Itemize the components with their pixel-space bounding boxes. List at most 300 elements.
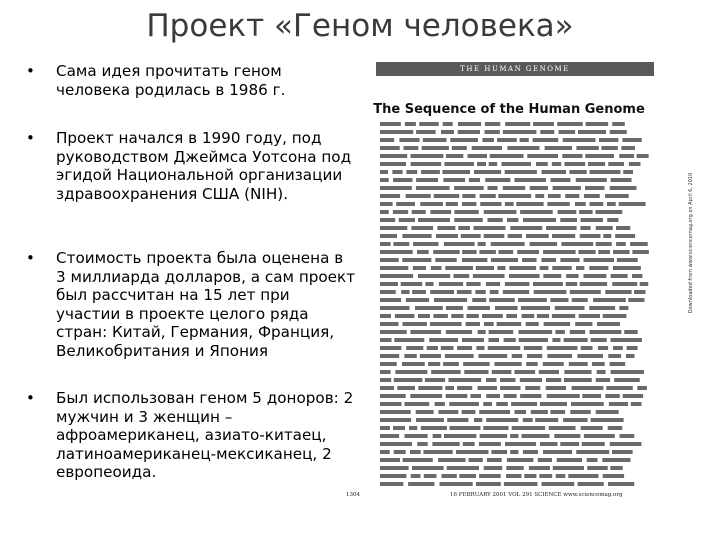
text-texture-mark: [466, 282, 480, 286]
text-texture-mark: [476, 482, 501, 486]
text-texture-mark: [542, 170, 567, 174]
text-texture-mark: [453, 274, 469, 278]
text-texture-mark: [478, 242, 486, 246]
text-texture-mark: [598, 250, 610, 254]
text-texture-mark: [380, 338, 392, 342]
text-texture-mark: [380, 482, 403, 486]
text-texture-mark: [533, 138, 559, 142]
text-texture-mark: [587, 458, 598, 462]
text-texture-mark: [435, 402, 445, 406]
text-texture-mark: [401, 290, 409, 294]
text-texture-mark: [527, 354, 542, 358]
text-texture-mark: [507, 458, 534, 462]
text-texture-mark: [596, 226, 613, 230]
text-texture-mark: [454, 218, 483, 222]
text-texture-mark: [626, 354, 635, 358]
text-texture-mark: [406, 194, 431, 198]
text-texture-mark: [520, 138, 529, 142]
text-texture-mark: [380, 362, 397, 366]
text-texture-mark: [582, 442, 605, 446]
text-texture-mark: [421, 426, 447, 430]
text-texture-mark: [442, 170, 470, 174]
text-texture-mark: [581, 426, 603, 430]
text-texture-mark: [547, 202, 569, 206]
text-texture-mark: [509, 266, 536, 270]
text-texture-mark: [457, 386, 472, 390]
text-texture-mark: [485, 122, 500, 126]
text-texture-mark: [586, 122, 609, 126]
text-texture-mark: [439, 410, 459, 414]
text-texture-mark: [613, 346, 623, 350]
text-texture-mark: [576, 450, 609, 454]
text-texture-mark: [552, 314, 575, 318]
text-texture-mark: [491, 242, 525, 246]
text-texture-mark: [538, 458, 552, 462]
text-texture-mark: [526, 322, 539, 326]
text-texture-mark: [462, 410, 476, 414]
text-texture-mark: [505, 442, 536, 446]
text-texture-mark: [553, 466, 584, 470]
text-texture-mark: [416, 410, 434, 414]
text-texture-mark: [430, 210, 451, 214]
text-texture-mark: [542, 482, 575, 486]
text-texture-mark: [540, 402, 567, 406]
text-texture-mark: [587, 466, 608, 470]
text-texture-mark: [415, 306, 443, 310]
text-texture-mark: [578, 250, 595, 254]
text-texture-mark: [443, 362, 459, 366]
text-texture-mark: [599, 138, 618, 142]
text-texture-mark: [562, 154, 582, 158]
text-texture-mark: [406, 170, 417, 174]
text-texture-mark: [540, 266, 549, 270]
text-texture-mark: [380, 418, 411, 422]
text-texture-mark: [394, 338, 424, 342]
text-texture-mark: [509, 274, 540, 278]
text-texture-mark: [512, 426, 546, 430]
text-texture-mark: [558, 210, 577, 214]
text-texture-mark: [526, 234, 549, 238]
text-texture-mark: [413, 242, 438, 246]
text-texture-mark: [418, 386, 442, 390]
text-texture-mark: [417, 442, 427, 446]
text-texture-mark: [405, 402, 430, 406]
text-texture-mark: [576, 146, 598, 150]
text-texture-mark: [630, 242, 648, 246]
text-texture-mark: [482, 138, 494, 142]
text-texture-mark: [576, 266, 584, 270]
text-texture-mark: [446, 394, 468, 398]
text-texture-mark: [425, 378, 445, 382]
author-list-texture: [380, 122, 650, 490]
text-texture-mark: [517, 250, 539, 254]
text-texture-mark: [603, 474, 624, 478]
text-texture-mark: [416, 130, 436, 134]
text-texture-mark: [588, 162, 605, 166]
text-texture-mark: [556, 474, 566, 478]
text-texture-mark: [536, 162, 548, 166]
text-texture-mark: [531, 410, 548, 414]
text-texture-mark: [505, 282, 530, 286]
text-texture-mark: [591, 338, 607, 342]
text-texture-mark: [637, 154, 649, 158]
text-texture-mark: [462, 338, 484, 342]
text-texture-mark: [553, 186, 581, 190]
text-texture-mark: [394, 450, 406, 454]
text-texture-mark: [520, 210, 553, 214]
text-texture-mark: [457, 290, 472, 294]
text-texture-mark: [451, 314, 463, 318]
text-texture-mark: [475, 290, 485, 294]
text-texture-mark: [489, 330, 514, 334]
text-texture-mark: [491, 450, 507, 454]
text-texture-mark: [406, 298, 429, 302]
text-texture-mark: [548, 194, 561, 198]
text-texture-mark: [623, 394, 643, 398]
text-texture-mark: [422, 146, 449, 150]
text-texture-mark: [563, 138, 596, 142]
text-texture-mark: [380, 450, 390, 454]
text-texture-mark: [456, 450, 489, 454]
bullet-text-2: Проект начался в 1990 году, под руководством Джеймса Уотсона под эгидой Национальной организации здравоохранения США (NIH).: [56, 129, 352, 203]
text-texture-mark: [543, 450, 572, 454]
bullet-text-1: Сама идея прочитать геном человека родилась в 1986 г.: [56, 62, 286, 99]
text-texture-mark: [546, 386, 566, 390]
bullet-item-1: [26, 62, 356, 99]
text-texture-mark: [560, 442, 579, 446]
text-texture-mark: [380, 250, 413, 254]
text-texture-mark: [406, 346, 423, 350]
text-texture-mark: [611, 370, 644, 374]
text-texture-mark: [452, 146, 467, 150]
text-texture-mark: [579, 314, 600, 318]
text-texture-mark: [605, 394, 620, 398]
text-texture-mark: [511, 402, 537, 406]
text-texture-mark: [380, 266, 408, 270]
text-texture-mark: [557, 458, 582, 462]
text-texture-mark: [458, 226, 470, 230]
text-texture-mark: [497, 138, 517, 142]
text-texture-mark: [533, 122, 554, 126]
text-texture-mark: [395, 314, 415, 318]
text-texture-mark: [613, 266, 641, 270]
text-texture-mark: [616, 242, 626, 246]
bullet-dot: •: [26, 129, 35, 147]
text-texture-mark: [605, 194, 629, 198]
text-texture-mark: [530, 186, 548, 190]
text-texture-mark: [552, 338, 560, 342]
text-texture-mark: [578, 130, 606, 134]
text-texture-mark: [491, 258, 518, 262]
text-texture-mark: [487, 458, 502, 462]
text-texture-mark: [579, 210, 593, 214]
text-texture-mark: [430, 290, 454, 294]
text-texture-mark: [380, 434, 399, 438]
text-texture-mark: [619, 154, 634, 158]
text-texture-mark: [505, 122, 530, 126]
text-texture-mark: [409, 426, 417, 430]
bullet-text-3: Стоимость проекта была оценена в 3 миллиарда долларов, а сам проект был рассчитан на 15 лет при участии в проекте целого ряда стран: Китай, Германия, Франция, Великобритания и Япония: [56, 249, 356, 360]
text-texture-mark: [596, 410, 619, 414]
text-texture-mark: [430, 322, 462, 326]
text-texture-mark: [523, 450, 538, 454]
text-texture-mark: [380, 178, 389, 182]
text-texture-mark: [479, 474, 501, 478]
text-texture-mark: [500, 386, 520, 390]
text-texture-mark: [458, 130, 480, 134]
text-texture-mark: [463, 442, 475, 446]
text-texture-mark: [433, 314, 448, 318]
text-texture-mark: [516, 202, 543, 206]
text-texture-mark: [503, 130, 537, 134]
bullet-item-3: [26, 249, 356, 361]
text-texture-mark: [468, 154, 488, 158]
text-texture-mark: [484, 234, 505, 238]
text-texture-mark: [402, 258, 431, 262]
text-texture-mark: [552, 234, 575, 238]
text-texture-mark: [472, 298, 486, 302]
paper-title: The Sequence of the Human Genome: [373, 102, 645, 117]
text-texture-mark: [428, 362, 440, 366]
text-texture-mark: [479, 442, 501, 446]
text-texture-mark: [433, 434, 442, 438]
text-texture-mark: [446, 306, 463, 310]
text-texture-mark: [570, 410, 590, 414]
text-texture-mark: [580, 226, 590, 230]
bullet-text-4: Был использован геном 5 доноров: 2 мужчин и 3 женщин – афроамериканец, азиато-китаец, латиноамериканец-мексиканец, 2 европеоида.: [56, 389, 354, 482]
text-texture-mark: [563, 418, 588, 422]
text-texture-mark: [503, 186, 525, 190]
text-texture-mark: [615, 234, 635, 238]
text-texture-mark: [483, 426, 508, 430]
text-texture-mark: [441, 130, 454, 134]
text-texture-mark: [560, 258, 579, 262]
text-texture-mark: [490, 154, 524, 158]
text-texture-mark: [446, 330, 472, 334]
text-texture-mark: [410, 394, 442, 398]
text-texture-mark: [474, 170, 501, 174]
text-texture-mark: [446, 202, 458, 206]
text-texture-mark: [459, 474, 476, 478]
text-texture-mark: [436, 234, 458, 238]
text-texture-mark: [421, 170, 440, 174]
text-texture-mark: [524, 474, 536, 478]
text-texture-mark: [404, 146, 419, 150]
text-texture-mark: [565, 194, 579, 198]
text-texture-mark: [380, 274, 413, 278]
text-texture-mark: [572, 386, 604, 390]
text-texture-mark: [518, 298, 547, 302]
text-texture-mark: [412, 290, 426, 294]
text-texture-mark: [416, 418, 444, 422]
text-texture-mark: [619, 306, 628, 310]
text-texture-mark: [380, 282, 398, 286]
text-texture-mark: [488, 186, 498, 190]
text-texture-mark: [434, 298, 467, 302]
text-texture-mark: [484, 322, 494, 326]
text-texture-mark: [504, 338, 516, 342]
text-texture-mark: [380, 426, 390, 430]
text-texture-mark: [585, 154, 614, 158]
text-texture-mark: [607, 218, 618, 222]
text-texture-mark: [608, 426, 623, 430]
text-texture-mark: [544, 322, 571, 326]
text-texture-mark: [469, 458, 483, 462]
text-texture-mark: [555, 306, 585, 310]
text-texture-mark: [522, 314, 535, 318]
text-texture-mark: [380, 146, 400, 150]
text-texture-mark: [568, 474, 598, 478]
text-texture-mark: [501, 162, 531, 166]
text-texture-mark: [539, 370, 559, 374]
text-texture-mark: [552, 162, 561, 166]
text-texture-mark: [565, 162, 586, 166]
text-texture-mark: [380, 170, 388, 174]
text-texture-mark: [535, 418, 558, 422]
text-texture-mark: [392, 170, 402, 174]
text-texture-mark: [418, 314, 430, 318]
text-texture-mark: [540, 130, 554, 134]
text-texture-mark: [590, 170, 621, 174]
text-texture-mark: [631, 402, 642, 406]
text-texture-mark: [537, 314, 549, 318]
text-texture-mark: [380, 202, 393, 206]
text-texture-mark: [543, 362, 564, 366]
text-texture-mark: [534, 290, 567, 294]
text-texture-mark: [546, 226, 577, 230]
text-texture-mark: [530, 242, 558, 246]
text-texture-mark: [499, 250, 514, 254]
text-texture-mark: [551, 178, 571, 182]
text-texture-mark: [514, 178, 546, 182]
text-texture-mark: [566, 274, 578, 278]
text-texture-mark: [380, 314, 391, 318]
paper-image: [346, 62, 660, 517]
text-texture-mark: [380, 402, 402, 406]
text-texture-mark: [582, 394, 601, 398]
text-texture-mark: [571, 402, 604, 406]
bullet-dot: •: [26, 62, 35, 80]
slide-title: Проект «Геном человека»: [146, 8, 574, 44]
text-texture-mark: [506, 314, 517, 318]
text-texture-mark: [486, 378, 497, 382]
text-texture-mark: [462, 258, 488, 262]
text-texture-mark: [469, 178, 480, 182]
text-texture-mark: [454, 186, 484, 190]
text-texture-mark: [634, 290, 645, 294]
text-texture-mark: [602, 458, 630, 462]
text-texture-mark: [380, 130, 413, 134]
text-texture-mark: [523, 218, 556, 222]
text-texture-mark: [489, 338, 500, 342]
text-texture-mark: [603, 234, 611, 238]
text-texture-mark: [454, 210, 478, 214]
text-texture-mark: [540, 442, 558, 446]
text-texture-mark: [479, 250, 496, 254]
text-texture-mark: [485, 130, 500, 134]
issue-line: 16 FEBRUARY 2001 VOL 291 SCIENCE www.sciencemag.org: [450, 492, 623, 498]
text-texture-mark: [476, 346, 484, 350]
text-texture-mark: [474, 418, 482, 422]
text-texture-mark: [450, 426, 481, 430]
text-texture-mark: [519, 338, 548, 342]
text-texture-mark: [596, 242, 612, 246]
text-texture-mark: [466, 322, 480, 326]
text-texture-mark: [613, 250, 630, 254]
text-texture-mark: [597, 322, 620, 326]
journal-header: THE HUMAN GENOME: [376, 62, 654, 76]
text-texture-mark: [520, 378, 542, 382]
text-texture-mark: [533, 282, 563, 286]
text-texture-mark: [410, 330, 441, 334]
text-texture-mark: [519, 330, 553, 334]
text-texture-mark: [486, 394, 500, 398]
text-texture-mark: [380, 322, 399, 326]
text-texture-mark: [624, 330, 638, 334]
text-texture-mark: [399, 218, 415, 222]
text-texture-mark: [503, 290, 529, 294]
text-texture-mark: [603, 314, 627, 318]
text-texture-mark: [413, 266, 426, 270]
text-texture-mark: [610, 186, 637, 190]
text-texture-mark: [591, 418, 624, 422]
text-texture-mark: [443, 122, 453, 126]
text-texture-mark: [561, 242, 593, 246]
text-texture-mark: [611, 274, 628, 278]
text-texture-mark: [612, 450, 633, 454]
text-texture-mark: [399, 138, 419, 142]
text-texture-mark: [464, 370, 488, 374]
text-texture-mark: [547, 394, 580, 398]
text-texture-mark: [489, 162, 498, 166]
text-texture-mark: [477, 162, 486, 166]
text-texture-mark: [405, 434, 428, 438]
text-texture-mark: [488, 346, 521, 350]
text-texture-mark: [380, 410, 411, 414]
text-texture-mark: [596, 378, 610, 382]
text-texture-mark: [608, 482, 634, 486]
text-texture-mark: [575, 322, 592, 326]
text-texture-mark: [507, 146, 539, 150]
text-texture-mark: [632, 274, 642, 278]
text-texture-mark: [497, 266, 505, 270]
text-texture-mark: [445, 386, 454, 390]
text-texture-mark: [437, 226, 455, 230]
text-texture-mark: [597, 370, 606, 374]
text-texture-mark: [590, 202, 604, 206]
text-texture-mark: [429, 338, 458, 342]
text-texture-mark: [621, 146, 635, 150]
text-texture-mark: [564, 378, 592, 382]
text-texture-mark: [620, 434, 635, 438]
text-texture-mark: [445, 266, 473, 270]
text-texture-mark: [472, 146, 502, 150]
text-texture-mark: [512, 354, 523, 358]
text-texture-mark: [507, 218, 518, 222]
text-texture-mark: [435, 258, 456, 262]
text-texture-mark: [476, 266, 494, 270]
text-texture-mark: [580, 234, 601, 238]
text-texture-mark: [483, 402, 492, 406]
text-texture-mark: [492, 370, 512, 374]
text-texture-mark: [418, 274, 450, 278]
text-texture-mark: [380, 162, 406, 166]
text-texture-mark: [411, 162, 442, 166]
text-texture-mark: [498, 194, 531, 198]
bullet-item-2: [26, 129, 356, 203]
text-texture-mark: [380, 442, 412, 446]
text-texture-mark: [541, 258, 556, 262]
